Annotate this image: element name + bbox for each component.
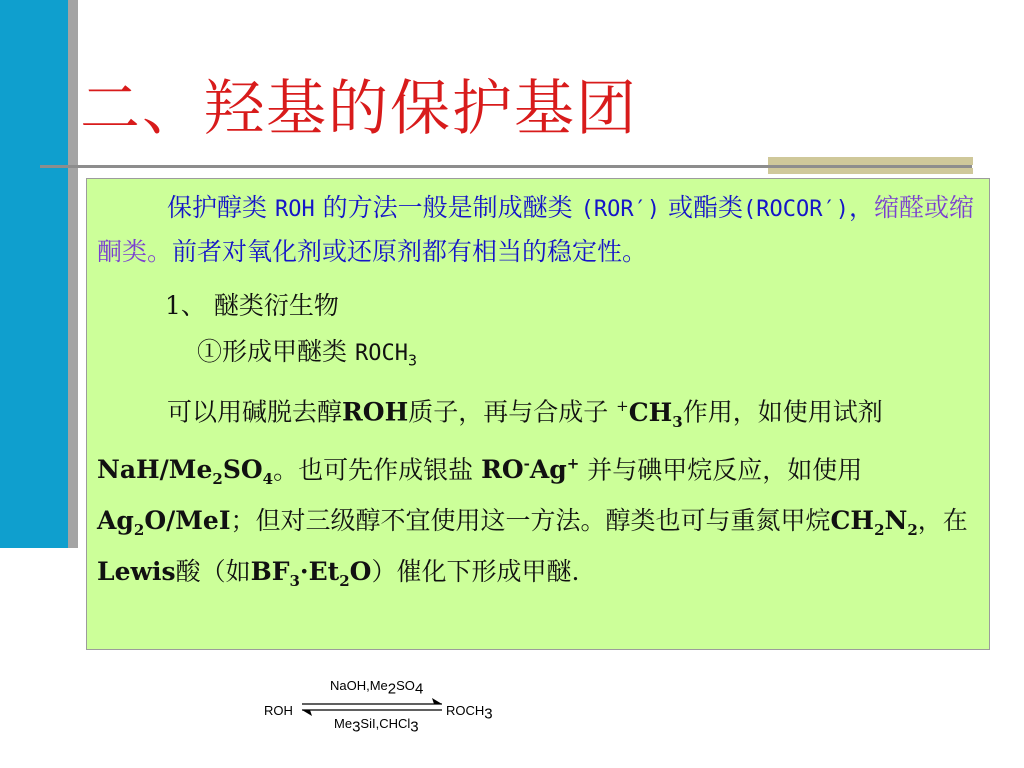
formula-roh: ROH — [274, 197, 315, 222]
formula-text: CH — [628, 397, 673, 427]
formula-text: BF — [250, 557, 290, 587]
formula-bold — [481, 455, 579, 484]
text-run: 作用，如使用试剂 — [682, 397, 883, 427]
text-run: 质子，再与合成子 — [408, 397, 617, 427]
sidebar-shadow — [68, 0, 78, 548]
subscript: 3 — [672, 412, 683, 431]
formula-text: SO — [222, 455, 263, 485]
formula-text: N — [884, 506, 908, 536]
formula-bold — [97, 455, 274, 489]
content-panel — [86, 178, 990, 650]
formula-bold — [97, 506, 231, 540]
superscript: + — [566, 454, 580, 473]
reverse-reagent-label: $Me_3SiI,CHCl_3$ — [334, 716, 419, 736]
subscript: 2 — [907, 521, 918, 540]
text-run: ，在 — [917, 506, 968, 536]
formula-roch3 — [354, 341, 417, 370]
formula-bold: Lewis — [97, 557, 176, 587]
sidebar-accent-bar — [0, 0, 68, 548]
superscript: + — [616, 397, 629, 416]
formula-text: Ag — [529, 455, 567, 485]
highlight-text: 缩醛或缩酮类。 — [97, 193, 975, 266]
slide-title: 二、羟基的保护基团 — [80, 74, 638, 144]
text-run: 保护醇类 — [167, 193, 275, 222]
formula-text: O/MeI — [144, 506, 231, 536]
formula-text: Ag — [97, 506, 134, 536]
text-run: 可以用碱脱去醇 — [167, 397, 343, 427]
formula-rocor: (ROCOR′) — [743, 197, 850, 222]
subscript: 2 — [339, 572, 350, 591]
text-run: 。也可先作成银盐 — [273, 455, 482, 485]
reverse-arrow-head — [302, 710, 312, 716]
subscript: 2 — [212, 470, 223, 489]
formula-text: RO — [481, 455, 524, 485]
formula-bold — [628, 397, 683, 431]
subscript: 3 — [289, 572, 300, 591]
text-run: 或酯类 — [660, 193, 744, 222]
subsection-heading-methyl-ethers — [97, 331, 979, 381]
subscript: 2 — [133, 521, 145, 540]
intro-paragraph — [97, 187, 979, 273]
formula-bold — [250, 557, 372, 591]
decor-bar-top — [768, 157, 973, 165]
decor-bar-bottom — [768, 168, 973, 174]
formula-text: NaH/Me — [97, 455, 213, 485]
text-run: 并与碘甲烷反应，如使用 — [579, 455, 863, 485]
methylation-paragraph — [97, 385, 979, 602]
section-heading-ethers: 1、 醚类衍生物 — [165, 291, 339, 320]
formula-text: ·Et — [299, 557, 340, 587]
text-run: ；但对三级醇不宜使用这一方法。醇类也可与重氮甲烷 — [230, 506, 831, 536]
reactant-label: ROH — [264, 703, 293, 718]
formula-text: O — [349, 557, 372, 587]
text-run: ①形成甲醚类 — [197, 337, 355, 366]
formula-bold: ROH — [342, 397, 409, 427]
text-run: 酸（如 — [175, 557, 251, 587]
formula-text: CH — [830, 506, 875, 536]
forward-arrow-head — [432, 698, 442, 704]
text-run: 的方法一般是制成醚类 — [314, 193, 581, 222]
text-run: 前者对氧化剂或还原剂都有相当的稳定性。 — [172, 237, 648, 266]
forward-reagent-label: $NaOH,Me_2SO_4$ — [330, 678, 424, 698]
superscript: - — [523, 454, 530, 473]
formula-bold — [830, 506, 918, 540]
subscript: 3 — [407, 351, 417, 370]
subscript: 2 — [874, 521, 885, 540]
text-run: ）催化下形成甲醚. — [371, 557, 580, 587]
formula-text: ROCH — [354, 341, 408, 366]
text-run: ， — [849, 193, 875, 222]
formula-ror: (ROR′) — [580, 197, 661, 222]
reaction-scheme — [240, 666, 520, 746]
subscript: 4 — [262, 470, 274, 489]
product-label: $ROCH_3$ — [446, 703, 493, 723]
